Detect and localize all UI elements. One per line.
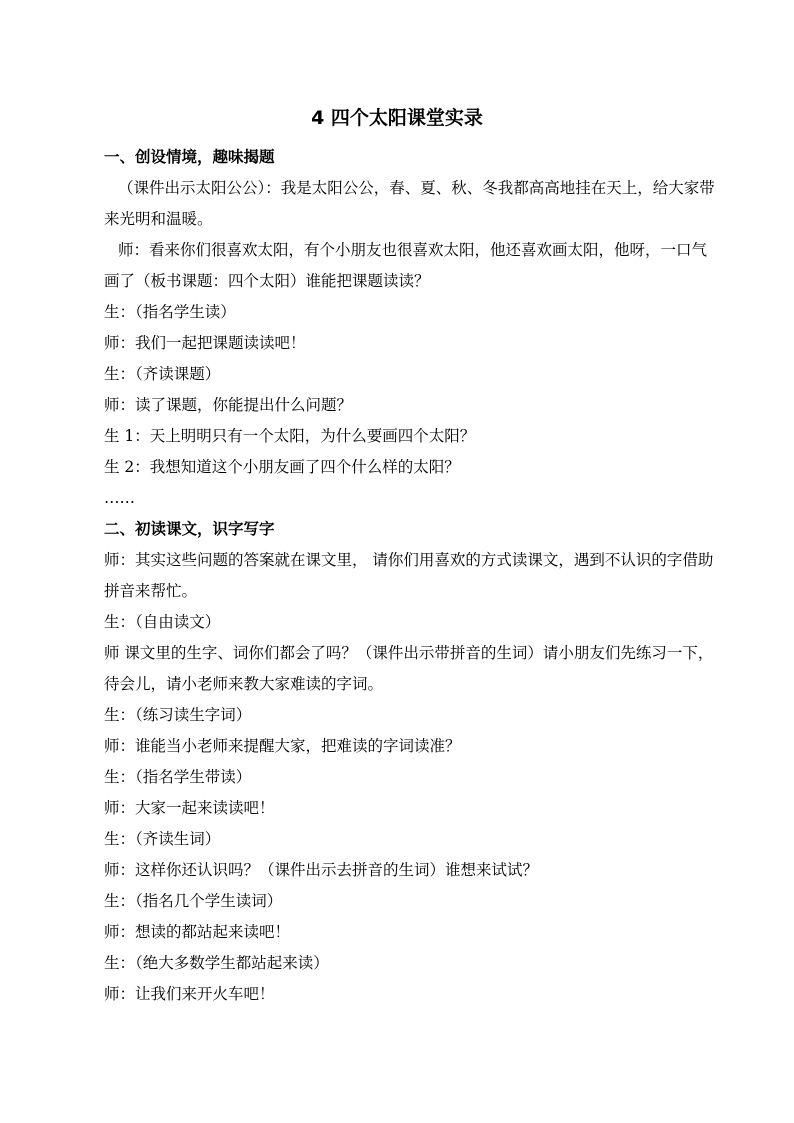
paragraph: 生 2：我想知道这个小朋友画了四个什么样的太阳？ [104,458,460,476]
paragraph: 师：读了课题，你能提出什么问题？ [104,396,353,414]
paragraph: 师：看来你们很喜欢太阳，有个小朋友也很喜欢太阳，他还喜欢画太阳，他呀，一口气画了（板书课题：四个太阳）谁能把课题读读？ [104,241,707,290]
document-title: 4 四个太阳课堂实录 [311,107,483,129]
paragraph: 师：大家一起来读读吧！ [104,799,275,817]
paragraph: 师：我们一起把课题读读吧！ [104,334,306,352]
paragraph: …… [104,489,135,507]
paragraph: 生：（指名学生读） [104,303,236,321]
paragraph: 师：这样你还认识吗？（课件出示去拼音的生词）谁想来试试？ [104,861,539,879]
paragraph: 师：谁能当小老师来提醒大家，把难读的字词读准？ [104,737,461,755]
paragraph: 生：（绝大多数学生都站起来读） [104,954,329,972]
paragraph: 生 1：天上明明只有一个太阳，为什么要画四个太阳？ [104,427,476,445]
paragraph: 师：其实这些问题的答案就在课文里， 请你们用喜欢的方式读课文，遇到不认识的字借助拼音来帮忙。 [104,551,714,600]
paragraph: 生：（指名几个学生读词） [104,892,283,910]
paragraph: 生：（自由读文） [104,613,221,631]
paragraph: 生：（齐读生词） [104,830,221,848]
section-heading: 二、初读课文，识字写字 [104,520,275,538]
paragraph: 师：让我们来开火车吧！ [104,985,275,1003]
paragraph: 师 课文里的生字、词你们都会了吗？（课件出示带拼音的生词）请小朋友们先练习一下，待会儿，请小老师来教大家难读的字词。 [104,644,714,693]
paragraph: 师：想读的都站起来读吧！ [104,923,291,941]
paragraph: （课件出示太阳公公）：我是太阳公公，春、夏、秋、冬我都高高地挂在天上，给大家带来光明和温暖。 [104,179,715,228]
paragraph: 生：（齐读课题） [104,365,221,383]
paragraph: 生：（指名学生带读） [104,768,252,786]
paragraph: 生：（练习读生字词） [104,706,252,724]
document-body [104,142,722,1010]
section-heading: 一、创设情境，趣味揭题 [104,148,275,166]
